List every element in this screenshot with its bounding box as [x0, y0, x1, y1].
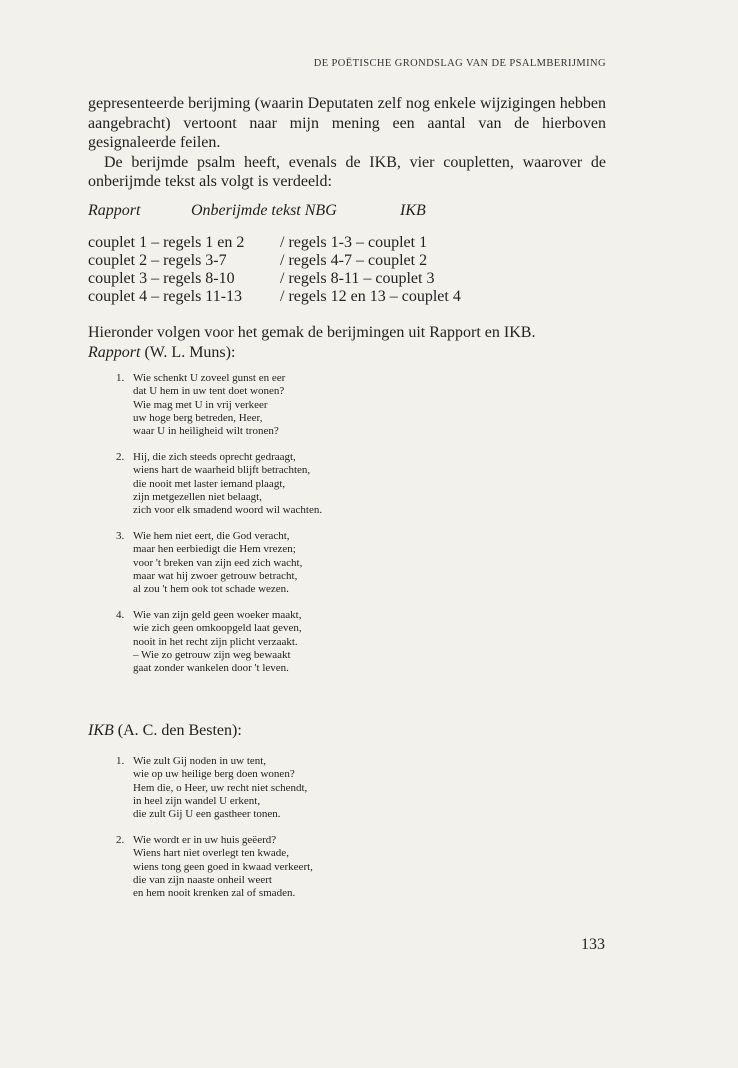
row-right: / regels 4-7 – couplet 2 — [280, 252, 428, 269]
row-left: couplet 2 – regels 3-7 — [88, 252, 227, 269]
verse-line: wiens tong geen goed in kwaad verkeert, — [133, 860, 313, 873]
rapport-label — [88, 343, 628, 363]
verse-line: dat U hem in uw tent doet wonen? — [133, 385, 285, 398]
row-right: / regels 1-3 – couplet 1 — [280, 234, 428, 251]
verse-line: maar hen eerbiedigt die Hem vrezen; — [133, 543, 296, 556]
verse-line: gaat zonder wankelen door 't leven. — [133, 662, 289, 675]
verse-number: 1. — [116, 755, 125, 767]
verse-number: 1. — [116, 372, 125, 384]
verse — [116, 372, 322, 438]
verse-line: en hem nooit krenken zal of smaden. — [133, 887, 296, 900]
verse-number: 2. — [116, 833, 125, 846]
rapport-title: Rapport — [88, 343, 141, 361]
verse-line: in heel zijn wandel U erkent, — [133, 794, 261, 807]
body-paragraphs — [88, 94, 606, 192]
verse-line: uw hoge berg betreden, Heer, — [133, 411, 263, 424]
paragraph-1: gepresenteerde berijming (waarin Deputaten zelf nog enkele wijzigingen hebben aangebracht) vertoont naar mijn mening een aantal van de hierboven gesignaleerde feilen. — [88, 95, 606, 151]
verse-line: wie zich geen omkoopgeld laat geven, — [133, 622, 302, 635]
verse-line: Wie mag met U in vrij verkeer — [133, 398, 268, 411]
verse-line: Hij, die zich steeds oprecht gedraagt, — [133, 450, 296, 463]
verse-line: Wiens hart niet overlegt ten kwade, — [133, 847, 289, 860]
header-ikb: IKB — [400, 202, 426, 219]
verse-line: Wie zult Gij noden in uw tent, — [133, 755, 267, 767]
ikb-verses — [116, 755, 313, 913]
row-left: couplet 1 – regels 1 en 2 — [88, 234, 245, 251]
verse-line: maar wat hij zwoer getrouw betracht, — [133, 569, 298, 582]
paragraph-2: De berijmde psalm heeft, evenals de IKB, vier coupletten, waarover de onberijmde tekst als volgt is verdeeld: — [88, 153, 606, 190]
row-right: / regels 8-11 – couplet 3 — [280, 270, 435, 287]
verse-number: 2. — [116, 450, 125, 463]
rapport-verses — [116, 372, 322, 688]
verse — [116, 609, 322, 675]
verse-line: Wie van zijn geld geen woeker maakt, — [133, 608, 302, 621]
verse-line: die zult Gij U een gastheer tonen. — [133, 808, 281, 821]
header-rapport: Rapport — [88, 202, 141, 219]
verse-line: zich voor elk smadend woord wil wachten. — [133, 504, 323, 517]
verse-line: Wie hem niet eert, die God veracht, — [133, 529, 290, 542]
verse-line: – Wie zo getrouw zijn weg bewaakt — [133, 648, 291, 661]
verse-line: wiens hart de waarheid blijft betrachten, — [133, 464, 311, 477]
verse — [116, 451, 322, 517]
verse-line: Wie schenkt U zoveel gunst en eer — [133, 372, 286, 384]
ikb-title: IKB — [88, 722, 114, 739]
ikb-author: (A. C. den Besten): — [117, 722, 242, 739]
intro-line: Hieronder volgen voor het gemak de berijmingen uit Rapport en IKB. — [88, 324, 536, 341]
verse — [116, 834, 313, 900]
page-number: 133 — [581, 936, 605, 953]
verse — [116, 530, 322, 596]
verse-number: 3. — [116, 529, 125, 542]
intro-block — [88, 323, 628, 362]
verse-line: Hem die, o Heer, uw recht niet schendt, — [133, 781, 308, 794]
verse-line: waar U in heiligheid wilt tronen? — [133, 425, 279, 438]
row-left: couplet 3 – regels 8-10 — [88, 270, 235, 287]
verse-line: die van zijn naaste onheil weert — [133, 873, 272, 886]
verse-number: 4. — [116, 608, 125, 621]
verse-line: zijn metgezellen niet belaagt, — [133, 490, 262, 503]
rapport-author: (W. L. Muns): — [144, 343, 236, 361]
running-head: DE POËTISCHE GRONDSLAG VAN DE PSALMBERIJMING — [313, 58, 606, 69]
verse-line: voor 't breken van zijn eed zich wacht, — [133, 556, 303, 569]
verse-line: die nooit met laster iemand plaagt, — [133, 477, 286, 490]
verse — [116, 755, 313, 821]
row-right: / regels 12 en 13 – couplet 4 — [280, 288, 461, 305]
verse-line: al zou 't hem ook tot schade wezen. — [133, 583, 289, 596]
verse-line: Wie wordt er in uw huis geëerd? — [133, 833, 277, 846]
verse-line: nooit in het recht zijn plicht verzaakt. — [133, 635, 298, 648]
row-left: couplet 4 – regels 11-13 — [88, 288, 243, 305]
header-nbg: Onberijmde tekst NBG — [191, 202, 337, 219]
verse-line: wie op uw heilige berg doen wonen? — [133, 768, 295, 781]
ikb-label — [88, 722, 242, 740]
